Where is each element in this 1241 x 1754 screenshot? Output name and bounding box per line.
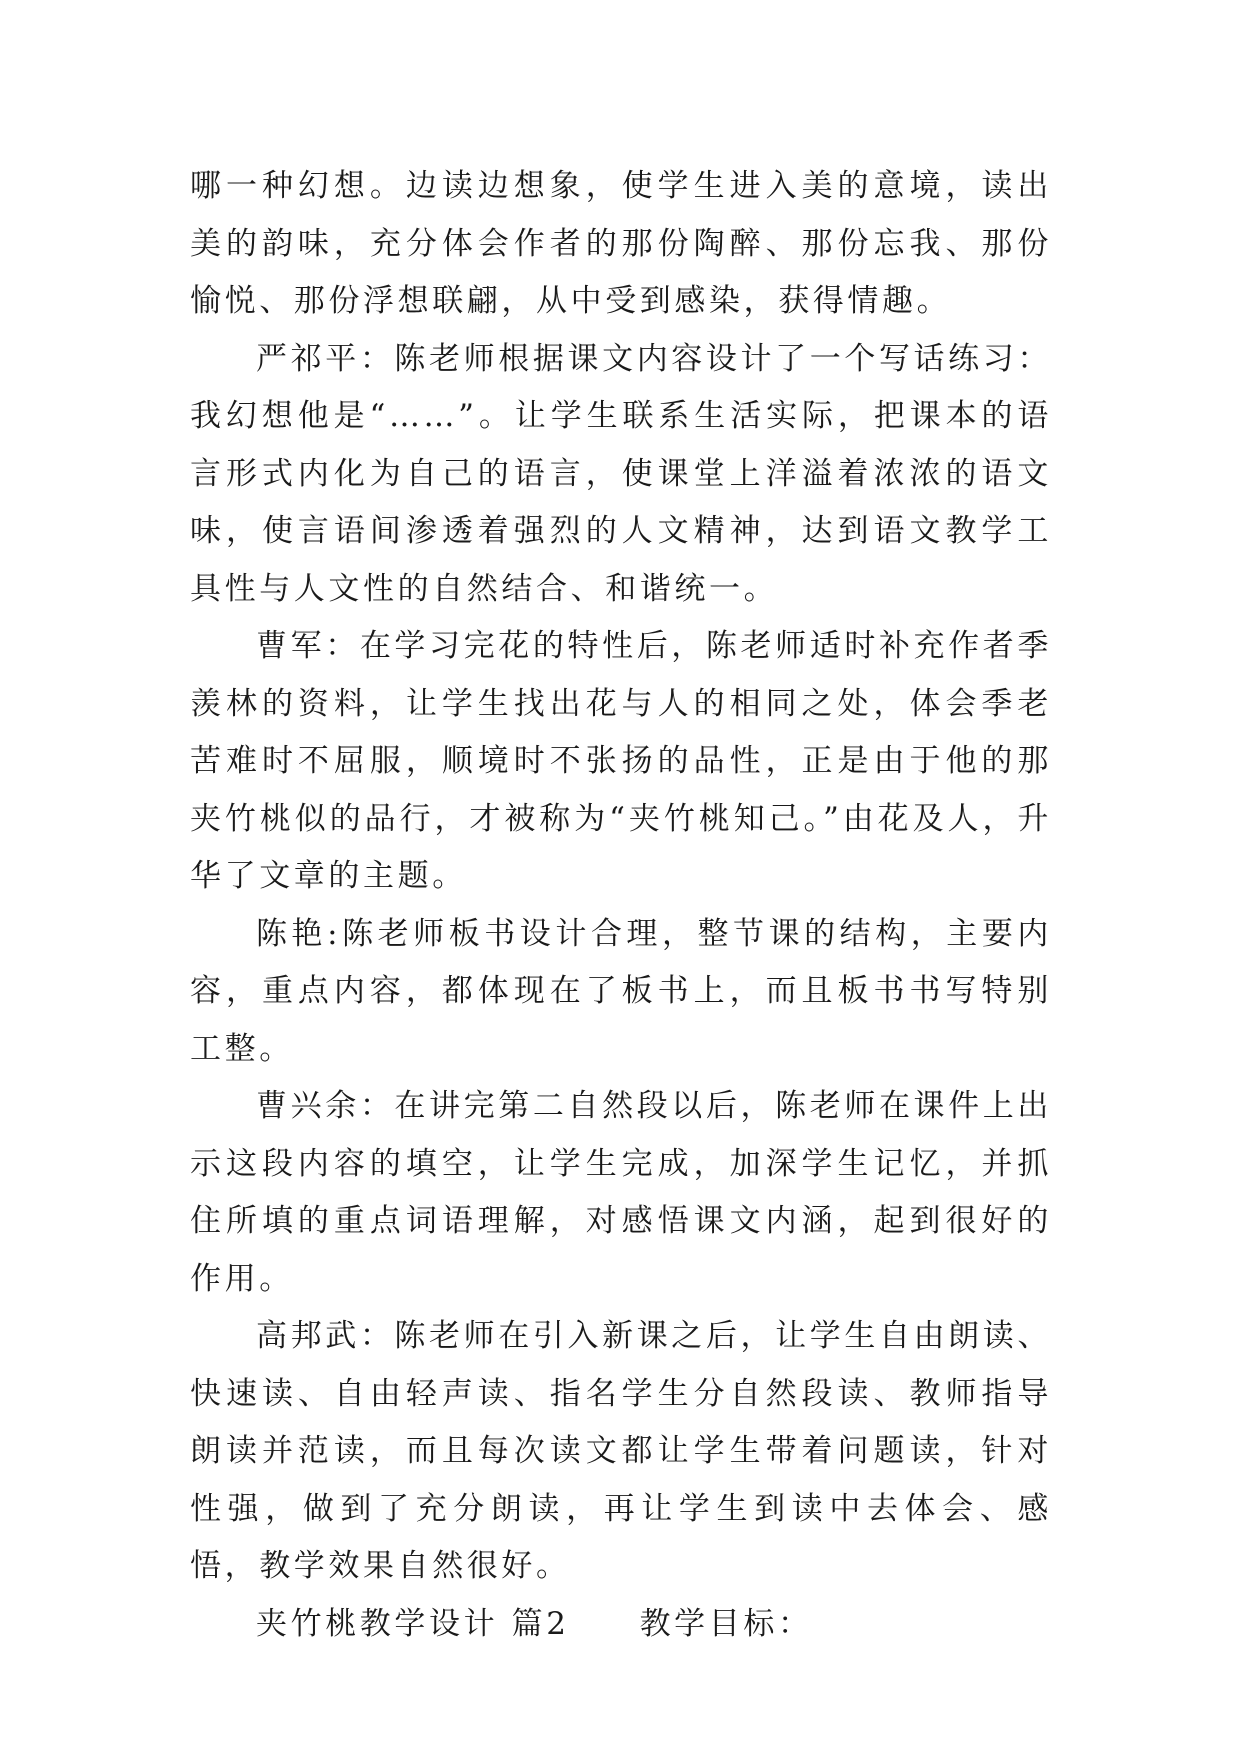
paragraph-yan-qiping: 严祁平：陈老师根据课文内容设计了一个写话练习：我幻想他是“……”。让学生联系生活实际，把课本的语言形式内化为自己的语言，使课堂上洋溢着浓浓的语文味，使言语间渗透着强烈的人文精神，达到语文教学工具性与人文性的自然结合、和谐统一。 bbox=[190, 340, 1052, 607]
paragraph-chen-yan: 陈艳:陈老师板书设计合理，整节课的结构，主要内容，重点内容，都体现在了板书上，而且板书书写特别工整。 bbox=[190, 915, 1052, 1067]
document-body bbox=[190, 158, 1052, 1653]
paragraph-cao-jun: 曹军：在学习完花的特性后，陈老师适时补充作者季羡林的资料，让学生找出花与人的相同之处，体会季老苦难时不屈服，顺境时不张扬的品性，正是由于他的那夹竹桃似的品行，才被称为“夹竹桃知己。”由花及人，升华了文章的主题。 bbox=[190, 628, 1052, 894]
section-heading-line bbox=[190, 1596, 1052, 1654]
section-title: 夹竹桃教学设计 篇2 bbox=[256, 1605, 570, 1642]
paragraph-gao-bangwu: 高邦武：陈老师在引入新课之后，让学生自由朗读、快速读、自由轻声读、指名学生分自然段读、教师指导朗读并范读，而且每次读文都让学生带着问题读，针对性强，做到了充分朗读，再让学生到读中去体会、感悟，教学效果自然很好。 bbox=[190, 1318, 1052, 1584]
paragraph-continuation: 哪一种幻想。边读边想象，使学生进入美的意境，读出美的韵味，充分体会作者的那份陶醉、那份忘我、那份愉悦、那份浮想联翩，从中受到感染，获得情趣。 bbox=[190, 168, 1052, 319]
paragraph-cao-xingyu: 曹兴余：在讲完第二自然段以后，陈老师在课件上出示这段内容的填空，让学生完成，加深学生记忆，并抓住所填的重点词语理解，对感悟课文内涵，起到很好的作用。 bbox=[190, 1088, 1052, 1297]
section-subtitle: 教学目标： bbox=[639, 1605, 813, 1642]
